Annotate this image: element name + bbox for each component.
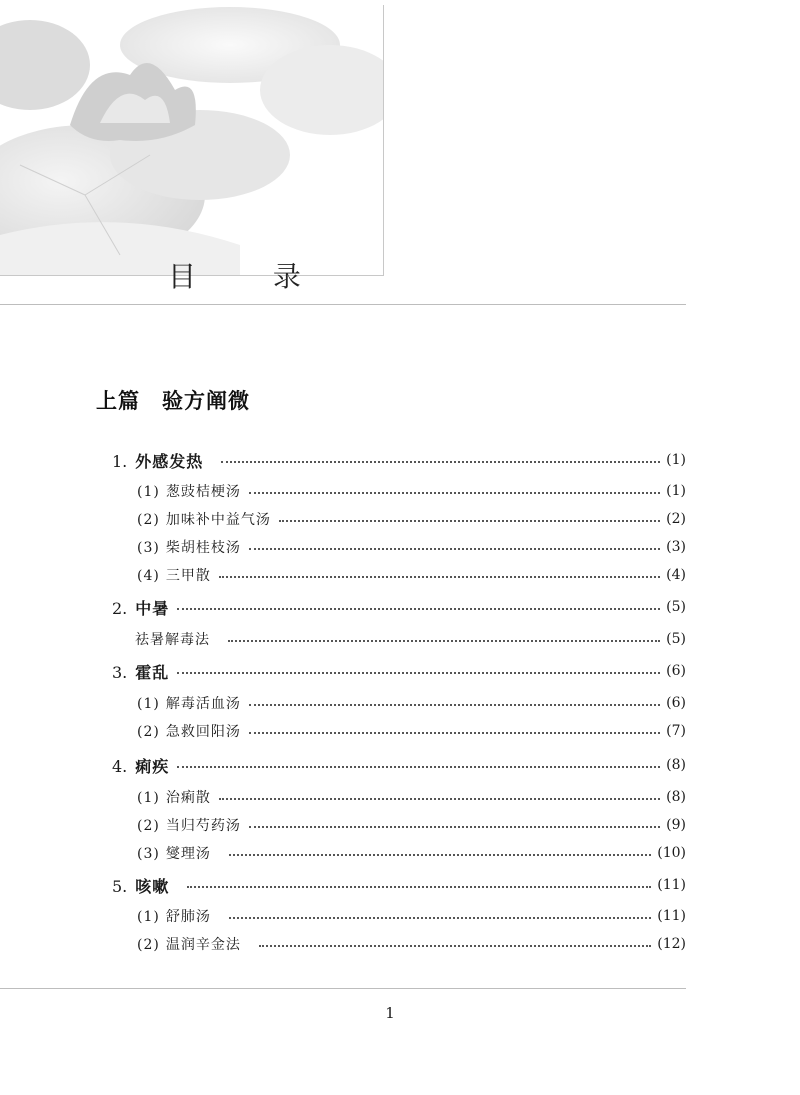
dot-leader xyxy=(229,917,651,919)
dot-leader xyxy=(177,672,660,674)
toc-entry[interactable]: (2) 加味补中益气汤 (2) xyxy=(137,511,686,528)
dot-leader xyxy=(249,548,660,550)
page-title: 目 录 xyxy=(168,260,335,293)
dot-leader xyxy=(249,826,660,828)
toc-entry[interactable]: (4) 三甲散 (4) xyxy=(137,567,686,584)
dot-leader xyxy=(249,704,660,706)
toc-entry[interactable]: (2) 急救回阳汤 (7) xyxy=(137,723,686,740)
dot-leader xyxy=(228,640,660,642)
section-title: 上篇 验方阐微 xyxy=(96,388,250,413)
dot-leader xyxy=(249,492,660,494)
dot-leader xyxy=(229,854,651,856)
toc-entry[interactable]: (1) 解毒活血汤 (6) xyxy=(137,695,686,712)
dot-leader xyxy=(221,461,660,463)
toc-entry[interactable]: (3) 燮理汤 (10) xyxy=(137,845,686,862)
toc-entry[interactable]: 3. 霍乱 (6) xyxy=(112,662,686,682)
toc-entry[interactable]: (2) 温润辛金法 (12) xyxy=(137,936,686,953)
dot-leader xyxy=(177,608,660,610)
divider-bottom xyxy=(0,988,686,989)
dot-leader xyxy=(187,886,651,888)
dot-leader xyxy=(259,945,651,947)
toc-entry[interactable]: (2) 当归芍药汤 (9) xyxy=(137,817,686,834)
toc-entry[interactable]: (1) 葱豉桔梗汤 (1) xyxy=(137,483,686,500)
toc-entry[interactable]: 1. 外感发热 (1) xyxy=(112,451,686,471)
dot-leader xyxy=(219,576,660,578)
toc-entry[interactable]: (1) 治痢散 (8) xyxy=(137,789,686,806)
toc-entry[interactable]: 祛暑解毒法 (5) xyxy=(135,631,686,648)
dot-leader xyxy=(219,798,660,800)
dot-leader xyxy=(177,766,660,768)
toc-entry[interactable]: 2. 中暑 (5) xyxy=(112,598,686,618)
dot-leader xyxy=(279,520,660,522)
toc-entry[interactable]: (1) 舒肺汤 (11) xyxy=(137,908,686,925)
toc-entry[interactable]: (3) 柴胡桂枝汤 (3) xyxy=(137,539,686,556)
dot-leader xyxy=(249,732,660,734)
toc-entry[interactable]: 4. 痢疾 (8) xyxy=(112,756,686,776)
page-number: 1 xyxy=(385,1004,395,1022)
toc-entry[interactable]: 5. 咳嗽 (11) xyxy=(112,876,686,896)
